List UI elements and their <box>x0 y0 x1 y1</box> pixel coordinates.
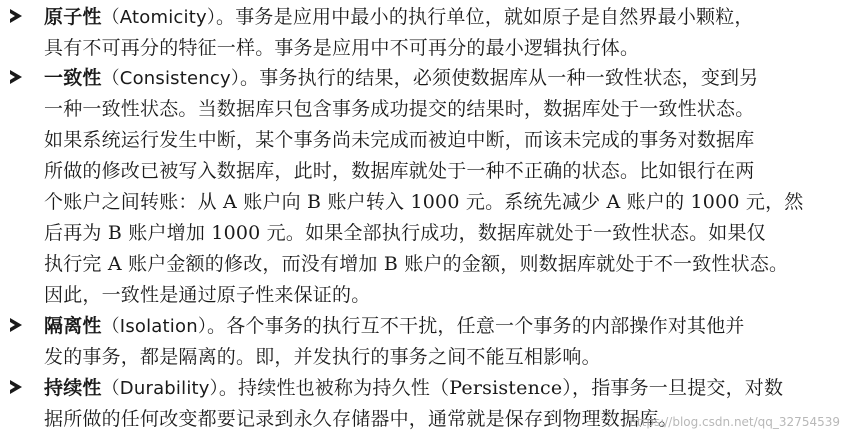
term-label: 持续性 <box>44 377 102 399</box>
text-line: 因此，一致性是通过原子性来保证的。 <box>44 284 371 306</box>
term-label: 原子性 <box>44 6 102 28</box>
text-line <box>44 373 783 403</box>
arrow-bullet-icon <box>10 318 22 332</box>
text-segment: 。事务执行的结果，必须使数据库从一种一致性状态，变到另 <box>240 67 759 89</box>
text-line: 据所做的任何改变都要记录到永久存储器中，通常就是保存到物理数据库。 <box>44 408 678 430</box>
text-line <box>44 311 745 341</box>
text-line <box>44 2 754 32</box>
term-english: （Isolation） <box>101 316 208 337</box>
term-label: 一致性 <box>44 67 102 89</box>
text-line <box>44 63 758 93</box>
text-segment: 。事务是应用中最小的执行单位，就如原子是自然界最小颗粒， <box>216 6 754 28</box>
arrow-bullet-icon <box>10 380 22 394</box>
term-english: （Atomicity） <box>101 7 217 28</box>
text-segment: 。持续性也被称为持久性（Persistence），指事务一旦提交，对数 <box>218 377 784 399</box>
text-segment: 。各个事务的执行互不干扰，任意一个事务的内部操作对其他并 <box>207 315 745 337</box>
term-english: （Consistency） <box>101 68 241 89</box>
text-line: 个账户之间转账：从 A 账户向 B 账户转入 1000 元。系统先减少 A 账户的 1000 元，然 <box>44 191 804 213</box>
text-line: 具有不可再分的特征一样。事务是应用中不可再分的最小逻辑执行体。 <box>44 37 640 59</box>
term-label: 隔离性 <box>44 315 102 337</box>
text-line: 后再为 B 账户增加 1000 元。如果全部执行成功，数据库就处于一致性状态。如果仅 <box>44 222 766 244</box>
text-line: 如果系统运行发生中断，某个事务尚未完成而被迫中断，而该未完成的事务对数据库 <box>44 129 755 151</box>
text-line: 所做的修改已被写入数据库，此时，数据库就处于一种不正确的状态。比如银行在两 <box>44 160 755 182</box>
arrow-bullet-icon <box>10 9 22 23</box>
arrow-bullet-icon <box>10 70 22 84</box>
text-line: 执行完 A 账户金额的修改，而没有增加 B 账户的金额，则数据库就处于不一致性状态。 <box>44 253 789 275</box>
term-english: （Durability） <box>101 378 219 399</box>
text-line: 一种一致性状态。当数据库只包含事务成功提交的结果时，数据库处于一致性状态。 <box>44 98 755 120</box>
watermark: https://blog.csdn.net/qq_32754539 <box>629 415 840 429</box>
text-line: 发的事务，都是隔离的。即，并发执行的事务之间不能互相影响。 <box>44 346 601 368</box>
